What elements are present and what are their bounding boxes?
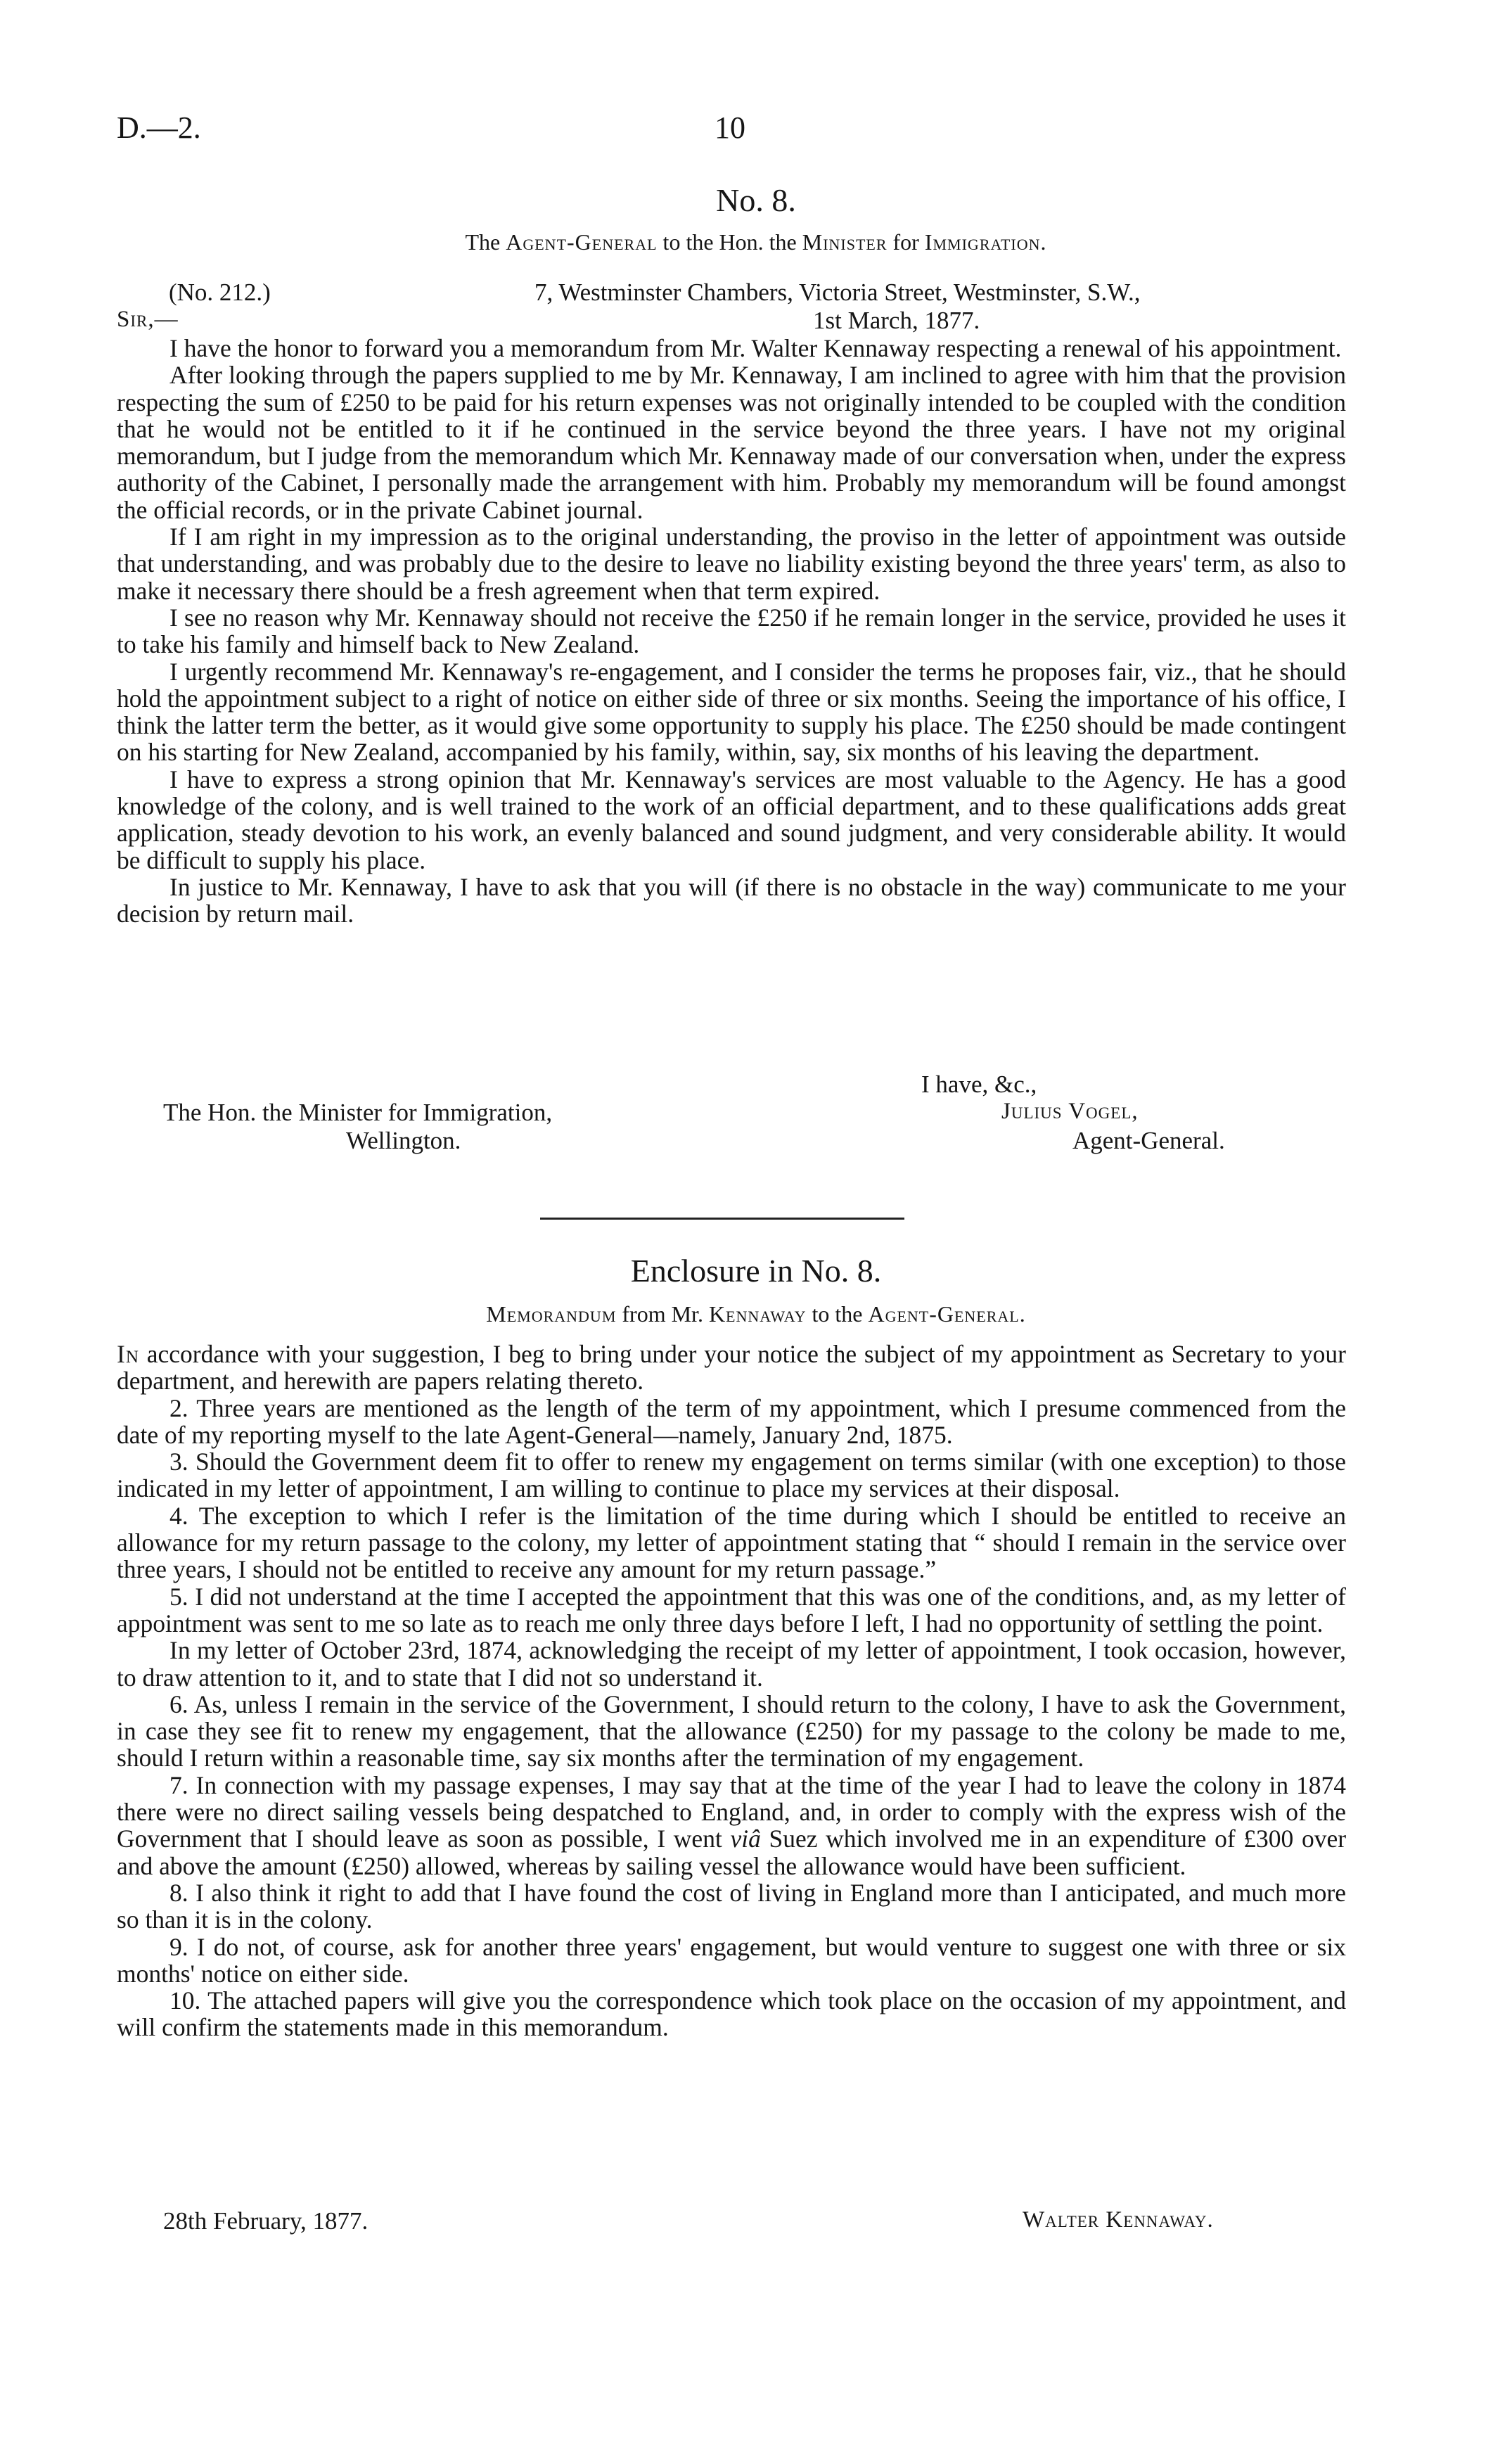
memorandum-paragraph xyxy=(117,1341,1346,1395)
memorandum-paragraph: 6. As, unless I remain in the service of the Government, I should return to the colony, I have to ask the Government, in case they see fit to renew my engagement, that the allowance (£250) for my passage to the colony be made to me, should I return within a reasonable time, say six months after the termination of my engagement. xyxy=(117,1690,1346,1773)
subheading-for: for xyxy=(892,229,919,255)
subheading-author: Kennaway xyxy=(708,1301,807,1327)
subheading-to: to the xyxy=(812,1301,863,1327)
memorandum-paragraph: In my letter of October 23rd, 1874, acknowledging the receipt of my letter of appointment, I took occasion, however, to draw attention to it, and to state that I did not so understand it. xyxy=(117,1636,1346,1692)
subheading-sender: Agent-General xyxy=(506,229,658,255)
addressee-line-2: Wellington. xyxy=(346,1127,461,1154)
subheading-prefix: The xyxy=(465,229,501,255)
page-number: 10 xyxy=(715,110,745,145)
letter-paragraph: In justice to Mr. Kennaway, I have to ask that you will (if there is no obstacle in the way) communicate to me your decision by return mail. xyxy=(117,872,1346,928)
subheading-mid: to the Hon. the xyxy=(662,229,797,255)
letter-paragraph: I urgently recommend Mr. Kennaway's re-engagement, and I consider the terms he proposes fair, viz., that he should hold the appointment subject to a right of notice on either side of three or six months. Seeing the importance of his office, I think the latter term the better, as it would give some opportunity to supply his place. The £250 should be made contingent on his starting for New Zealand, accompanied by his family, within, say, six months of his leaving the department. xyxy=(117,657,1346,767)
first-word: In xyxy=(117,1340,139,1368)
salutation: Sir,— xyxy=(117,307,179,332)
signature-title: Agent-General. xyxy=(1072,1127,1225,1154)
section-divider xyxy=(540,1218,904,1220)
memorandum-paragraph xyxy=(117,1772,1346,1879)
letter-reference-number: (No. 212.) xyxy=(169,279,271,306)
subheading-from: from Mr. xyxy=(622,1301,703,1327)
memorandum-signature: Walter Kennaway. xyxy=(1023,2207,1214,2233)
letter-paragraph: If I am right in my impression as to the original understanding, the proviso in the letter of appointment was outside that understanding, and was probably due to the desire to leave no liability existing beyond the three years' term, as also to make it necessary there should be a fresh agreement when that term expired. xyxy=(117,523,1346,605)
memorandum-paragraph: 2. Three years are mentioned as the length of the term of my appointment, which I presume commenced from the date of my reporting myself to the late Agent-General—namely, January 2nd, 1875. xyxy=(117,1393,1346,1449)
letter-paragraph: I see no reason why Mr. Kennaway should not receive the £250 if he remain longer in the service, provided he uses it to take his family and himself back to New Zealand. xyxy=(117,603,1346,659)
letter-closing: I have, &c., xyxy=(921,1071,1037,1098)
letter-heading: No. 8. xyxy=(716,182,796,218)
memorandum-paragraph: 10. The attached papers will give you the correspondence which took place on the occasion of my appointment, and will confirm the statements made in this memorandum. xyxy=(117,1986,1346,2042)
letter-subheading xyxy=(0,229,1512,255)
memorandum-body xyxy=(117,1341,1346,2041)
memorandum-paragraph: 3. Should the Government deem fit to offer to renew my engagement on terms similar (with one exception) to those indicated in my letter of appointment, I am willing to continue to place my services at their disposal. xyxy=(117,1448,1346,1503)
enclosure-heading: Enclosure in No. 8. xyxy=(630,1253,882,1289)
para7-italic: viâ xyxy=(730,1825,761,1853)
letter-paragraph: I have to express a strong opinion that Mr. Kennaway's services are most valuable to the Agency. He has a good knowledge of the colony, and is well trained to the work of an official department, and to these qualifications adds great application, steady devotion to his work, an evenly balanced and sound judgment, and very considerable ability. It would be difficult to supply his place. xyxy=(117,765,1346,874)
para7-text-end: Suez which involved me in an expenditure of £300 over and above the amount (£250) allowed, whereas by sailing vessel the allowance would have been sufficient. xyxy=(117,1825,1347,1880)
subheading-document-type: Memorandum xyxy=(486,1301,617,1327)
document-reference: D.—2. xyxy=(117,110,201,145)
sender-address: 7, Westminster Chambers, Victoria Street, Westminster, S.W., xyxy=(534,279,1141,306)
subheading-recipient: Minister xyxy=(802,229,888,255)
enclosure-subheading xyxy=(0,1301,1512,1327)
letter-body xyxy=(117,335,1346,928)
subheading-recipient: Agent-General. xyxy=(868,1301,1026,1327)
memorandum-paragraph: 5. I did not understand at the time I accepted the appointment that this was one of the conditions, and, as my letter of appointment was sent to me so late as to reach me only three days before I left, I had no opportunity of settling the point. xyxy=(117,1582,1346,1637)
memorandum-paragraph: 9. I do not, of course, ask for another three years' engagement, but would venture to suggest one with three or six months' notice on either side. xyxy=(117,1932,1346,1988)
signature-name: Julius Vogel, xyxy=(1001,1099,1139,1124)
subheading-department: Immigration. xyxy=(924,229,1047,255)
addressee-line-1: The Hon. the Minister for Immigration, xyxy=(163,1099,553,1126)
letter-paragraph: After looking through the papers supplied to me by Mr. Kennaway, I am inclined to agree with him that the provision respecting the sum of £250 to be paid for his return expenses was not originally intended to be coupled with the condition that he would not be entitled to it if he continued in the service beyond the three years. I have not my original memorandum, but I judge from the memorandum which Mr. Kennaway made of our conversation when, under the express authority of the Cabinet, I personally made the arrangement with him. Probably my memorandum will be found amongst the official records, or in the private Cabinet journal. xyxy=(117,361,1346,524)
memorandum-paragraph: 8. I also think it right to add that I have found the cost of living in England more than I anticipated, and much more so than it is in the colony. xyxy=(117,1878,1346,1934)
memorandum-paragraph: 4. The exception to which I refer is the limitation of the time during which I should be entitled to receive an allowance for my return passage to the colony, my letter of appointment stating that “ should I remain in the service over three years, I should not be entitled to receive any amount for my return passage.” xyxy=(117,1501,1346,1584)
memorandum-date: 28th February, 1877. xyxy=(163,2207,369,2235)
para7-text: 7. In connection with my passage expenses, I may say that at the time of the year I had to leave the colony in 1874 there were no direct sailing vessels being despatched to England, and, in order to comply with the express wish of the Government that I should leave as soon as possible, I went xyxy=(117,1770,1346,1853)
first-paragraph-text: accordance with your suggestion, I beg to bring under your notice the subject of my appointment as Secretary to your department, and herewith are papers relating thereto. xyxy=(117,1340,1346,1395)
letter-date: 1st March, 1877. xyxy=(813,307,980,334)
letter-paragraph: I have the honor to forward you a memorandum from Mr. Walter Kennaway respecting a renewal of his appointment. xyxy=(169,334,1342,362)
